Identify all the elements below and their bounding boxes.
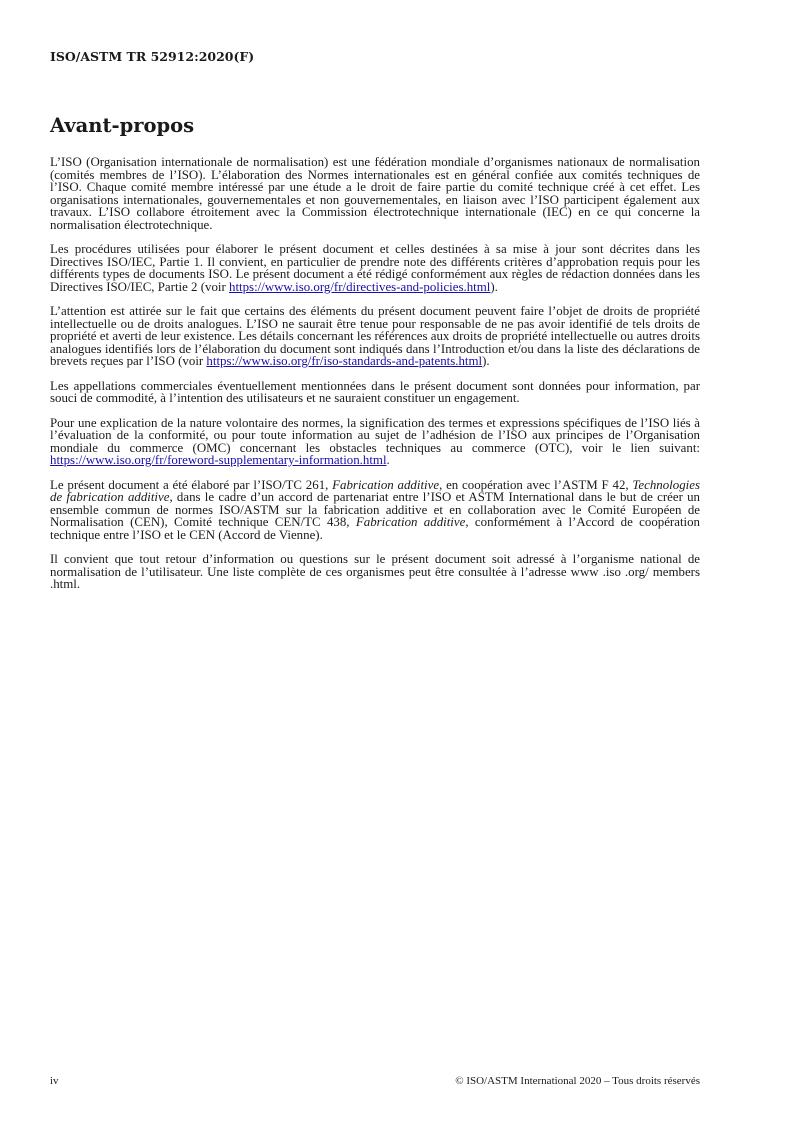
paragraph-2 [50, 243, 700, 293]
paragraph-6 [50, 479, 700, 542]
copyright-notice: © ISO/ASTM International 2020 – Tous droits réservés [455, 1075, 700, 1087]
paragraph-2-text: Les procédures utilisées pour élaborer le présent document et celles destinées à sa mise à jour sont décrites dans les Directives ISO/IEC, Partie 1. Il convient, en particulier de prendre note des différents critères d’approbation requis pour les différents types de documents ISO. Le présent document a été rédigé conformément aux règles de rédaction données dans les Directives ISO/IEC, Partie 2 (voir [50, 242, 700, 294]
paragraph-7: Il convient que tout retour d’information ou questions sur le présent document soit adressé à l’organisme national de normalisation de l’utilisateur. Une liste complète de ces organismes peut être consultée à l’adresse www .iso .org/ members .html. [50, 552, 700, 591]
paragraph-6-f: Fabrication additive, [355, 515, 469, 529]
paragraph-5 [50, 417, 700, 467]
paragraph-6-a: Le présent document a été élaboré par l’ISO/TC 261, [50, 477, 333, 492]
patents-link[interactable]: https://www.iso.org/fr/iso-standards-and-patents.html [206, 354, 483, 368]
paragraph-6-g: conformément à l’Accord de coopération technique entre l’ISO et le CEN (Accord de Vienne). [50, 515, 700, 542]
paragraph-4: Les appellations commerciales éventuellement mentionnées dans le présent document sont données pour information, par souci de commodité, à l’intention des utilisateurs et ne sauraient constituer un engagement. [50, 378, 700, 405]
page-title: Avant-propos [50, 114, 195, 137]
paragraph-1: L’ISO (Organisation internationale de normalisation) est une fédération mondiale d’organismes nationaux de normalisation (comités membres de l’ISO). L’élaboration des Normes internationales est en général confiée aux comités techniques de l’ISO. Chaque comité membre intéressé par une étude a le droit de faire partie du comité technique créé à cet effet. Les organisations internationales, gouvernementales et non gouvernementales, en liaison avec l’ISO participent également aux travaux. L’ISO collabore étroitement avec la Commission électrotechnique internationale (IEC) en ce qui concerne la normalisation électrotechnique. [50, 155, 700, 232]
paragraph-3 [50, 305, 700, 368]
document-id: ISO/ASTM TR 52912:2020(F) [50, 49, 255, 64]
paragraph-3-text: L’attention est attirée sur le fait que certains des éléments du présent document peuvent faire l’objet de droits de propriété intellectuelle ou de droits analogues. L’ISO ne saurait être tenue pour responsable de ne pas avoir identifié de tels droits de propriété et averti de leur existence. Les détails concernant les références aux droits de propriété intellectuelle ou autres droits analogues identifiés lors de l’élaboration du document sont indiqués dans l’Introduction et/ou dans la liste des déclarations de brevets reçues par l’ISO (voir [50, 304, 700, 368]
page-number: iv [50, 1075, 59, 1087]
paragraph-2-end: ). [490, 279, 498, 294]
paragraph-5-text: Pour une explication de la nature volontaire des normes, la signification des termes et expressions spécifiques de l’ISO liés à l’évaluation de la conformité, ou pour toute information au sujet de l’adhésion de l’ISO aux principes de l’Organisation mondiale du commerce (OMC) concernant les obstacles techniques au commerce (OTC), voir le lien suivant: [50, 415, 700, 455]
foreword-supplementary-link[interactable]: https://www.iso.org/fr/foreword-supplementary-information.html [50, 453, 387, 467]
paragraph-3-end: ). [482, 354, 490, 368]
paragraph-6-e: , dans le cadre d’un accord de partenariat entre l’ISO et ASTM International dans le but de créer un ensemble commun de normes ISO/ASTM sur la fabrication additive et en collaboration avec le Comité Européen de Normalisation (CEN), Comité technique CEN/TC 438, [50, 490, 700, 529]
paragraph-5-end: . [386, 453, 390, 467]
document-body [50, 156, 700, 603]
paragraph-6-c: , en coopération avec l’ASTM F 42, [439, 477, 633, 492]
paragraph-6-b: Fabrication additive [332, 477, 440, 492]
paragraph-6-d: Technologies de fabrication additive [50, 477, 700, 504]
directives-link[interactable]: https://www.iso.org/fr/directives-and-policies.html [229, 279, 491, 294]
